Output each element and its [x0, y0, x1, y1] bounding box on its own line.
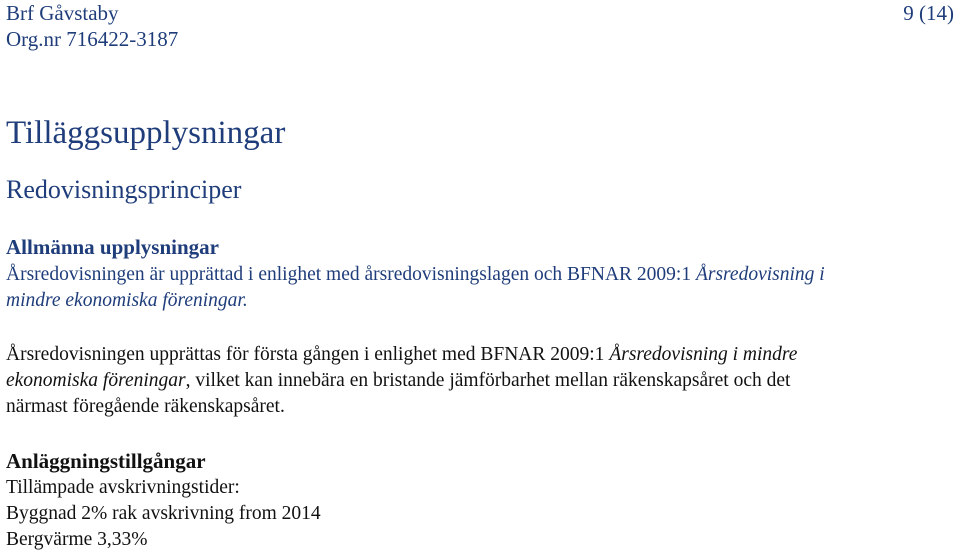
paragraph-line: [6, 264, 825, 285]
fixed-assets-line: Tillämpade avskrivningstider:: [6, 477, 240, 498]
general-info-heading: Allmänna upplysningar: [6, 235, 219, 259]
organization-name: Brf Gåvstaby: [6, 1, 119, 25]
paragraph-line: [6, 370, 790, 391]
section-heading: Redovisningsprinciper: [6, 175, 242, 204]
paragraph-italic-text: ekonomiska föreningar: [6, 370, 186, 391]
page-number: 9 (14): [903, 1, 954, 25]
paragraph-text: Årsredovisningen är upprättad i enlighet med årsredovisningslagen och BFNAR 2009:1: [6, 264, 696, 285]
paragraph-text: , vilket kan innebära en bristande jämförbarhet mellan räkenskapsåret och det: [185, 370, 791, 391]
paragraph-italic-text: mindre ekonomiska föreningar.: [6, 290, 248, 311]
paragraph-italic-text: Årsredovisning i: [695, 264, 825, 285]
fixed-assets-heading: Anläggningstillgångar: [6, 449, 206, 473]
paragraph-text: närmast föregående räkenskapsåret.: [6, 396, 285, 417]
page-title: Tilläggsupplysningar: [6, 115, 286, 151]
fixed-assets-line: Byggnad 2% rak avskrivning from 2014: [6, 503, 321, 524]
paragraph-line: [6, 344, 797, 365]
fixed-assets-line: Bergvärme 3,33%: [6, 529, 148, 550]
fixed-assets-list: [6, 475, 958, 553]
paragraph-italic-text: Årsredovisning i mindre: [609, 344, 798, 365]
paragraph-text: Årsredovisningen upprättas för första gången i enlighet med BFNAR 2009:1: [6, 344, 610, 365]
organization-number: Org.nr 716422-3187: [6, 27, 179, 51]
general-info-paragraph-1: [6, 262, 958, 314]
page-header: [6, 0, 178, 52]
general-info-paragraph-2: [6, 342, 958, 420]
